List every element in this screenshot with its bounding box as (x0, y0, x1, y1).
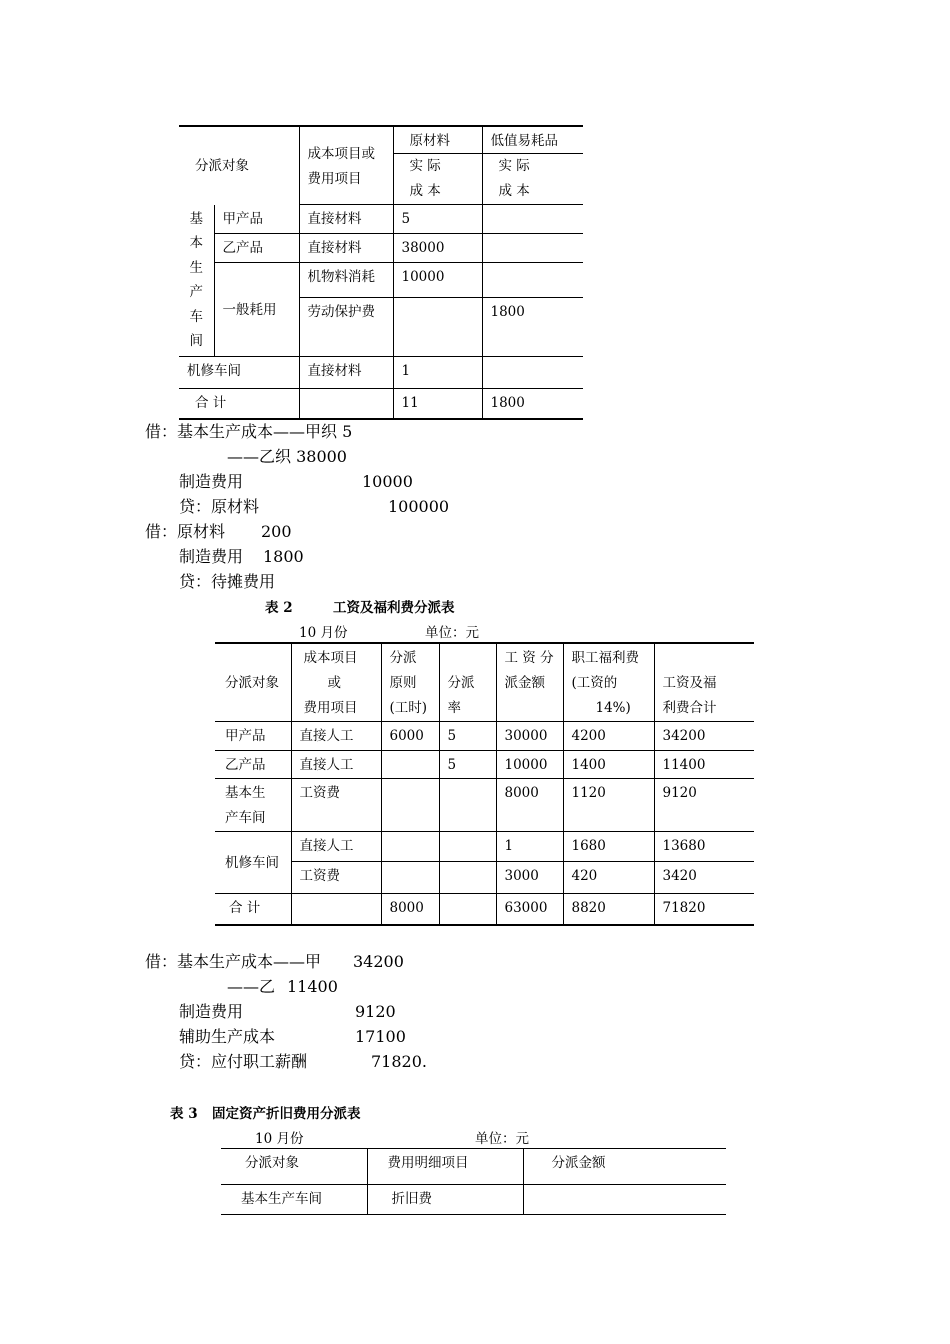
journal-amount: 17100 (355, 1027, 406, 1046)
table3-caption-number: 表 3 (170, 1106, 198, 1122)
t1-row-raw: 11 (393, 388, 482, 419)
t3-row-item: 折旧费 (367, 1185, 523, 1215)
t2-row-total: 34200 (654, 722, 754, 751)
journal-line: 制造费用 (179, 1002, 244, 1021)
t1-row-sub: 甲产品 (214, 205, 299, 234)
t3-row-amount (523, 1185, 726, 1215)
t2-row-rate: 5 (439, 722, 496, 751)
t2-row-total: 9120 (654, 779, 754, 832)
t1-header-item: 成本项目或 费用项目 (299, 126, 393, 205)
t2-row-welfare: 1680 (563, 832, 654, 862)
table2-month: 10 月份 (299, 625, 348, 641)
t2-row-object: 甲产品 (215, 722, 291, 751)
t2-row-welfare: 4200 (563, 722, 654, 751)
material-allocation-table (179, 125, 583, 420)
table2-unit: 单位：元 (425, 625, 479, 641)
t3-header-object: 分派对象 (221, 1149, 367, 1185)
t2-row-rate (439, 832, 496, 862)
journal-amount: 11400 (287, 977, 338, 996)
t2-row-object: 基本生 产车间 (215, 779, 291, 832)
t2-header-total: 工资及福 利费合计 (654, 643, 754, 722)
t1-row-raw (393, 297, 482, 356)
t1-row-raw: 1 (393, 356, 482, 388)
journal-line: 借：基本生产成本——甲织 5 (145, 422, 353, 441)
t2-row-total-label: 合 计 (229, 900, 261, 916)
journal-amount: 9120 (355, 1002, 396, 1021)
journal-line: 制造费用 (179, 472, 244, 491)
t2-row-rate (439, 862, 496, 894)
t2-row-rate (439, 894, 496, 925)
journal-amount: 34200 (353, 952, 404, 971)
t1-row-low (482, 234, 583, 263)
journal-line: 贷：待摊费用 (179, 572, 276, 591)
t2-row-rate (439, 779, 496, 832)
journal-amount: 10000 (362, 472, 413, 491)
t1-row-item (299, 388, 393, 419)
t1-row-total: 合 计 (195, 394, 227, 411)
t1-row-item: 机物料消耗 (299, 263, 393, 298)
journal-amount: 100000 (388, 497, 450, 516)
depreciation-allocation-table (221, 1148, 726, 1215)
t2-header-basis: 分派 原则 (工时) (381, 643, 439, 722)
t2-row-total: 13680 (654, 832, 754, 862)
journal-amount: 1800 (263, 547, 304, 566)
t2-header-welfare: 职工福利费 (工资的 14%) (563, 643, 654, 722)
t2-row-item: 直接人工 (291, 832, 381, 862)
t1-header-raw: 原材料 实 际 成 本 (393, 126, 482, 205)
table3-caption-title: 固定资产折旧费用分派表 (212, 1106, 361, 1122)
t2-row-total: 3420 (654, 862, 754, 894)
journal-line: 贷：原材料 (179, 497, 260, 516)
t1-row-sub: 乙产品 (214, 234, 299, 263)
t2-row-basis: 8000 (381, 894, 439, 925)
t2-row-welfare: 1120 (563, 779, 654, 832)
t1-row-item: 直接材料 (299, 205, 393, 234)
table2-caption-number: 表 2 (265, 600, 293, 616)
t1-row-low (482, 263, 583, 298)
t2-header-object: 分派对象 (215, 643, 291, 722)
t3-header-amount: 分派金额 (523, 1149, 726, 1185)
t2-row-object: 乙产品 (215, 751, 291, 779)
t2-row-item: 工资费 (291, 862, 381, 894)
journal-amount: 71820. (371, 1052, 427, 1071)
t2-row-wage: 10000 (496, 751, 563, 779)
t2-row-basis (381, 779, 439, 832)
journal-line: 制造费用 (179, 547, 244, 566)
t2-row-basis (381, 862, 439, 894)
t1-header-low: 低值易耗品 实 际 成 本 (482, 126, 583, 205)
t1-row-low: 1800 (482, 297, 583, 356)
journal-amount: 200 (261, 522, 292, 541)
journal-line: 贷：应付职工薪酬 (179, 1052, 308, 1071)
t2-row-wage: 63000 (496, 894, 563, 925)
t1-row-low (482, 356, 583, 388)
journal-line: ——乙织 38000 (227, 447, 347, 466)
t2-row-basis: 6000 (381, 722, 439, 751)
t2-row-welfare: 1400 (563, 751, 654, 779)
t1-row-raw: 38000 (393, 234, 482, 263)
t1-row-item: 直接材料 (299, 234, 393, 263)
table2-caption-title: 工资及福利费分派表 (333, 600, 455, 616)
t1-group-workshop: 基 本 生 产 车 间 (179, 205, 214, 357)
journal-line: ——乙 (227, 977, 276, 996)
t3-header-item: 费用明细项目 (367, 1149, 523, 1185)
t2-row-object: 机修车间 (215, 832, 291, 894)
t2-row-rate: 5 (439, 751, 496, 779)
t2-header-wage: 工 资 分 派金额 (496, 643, 563, 722)
t1-row-object: 机修车间 (179, 356, 299, 388)
t1-row-item: 直接材料 (299, 356, 393, 388)
table3-unit: 单位：元 (475, 1131, 529, 1147)
t2-header-item: 成本项目 或 费用项目 (291, 643, 381, 722)
t1-row-low: 1800 (482, 388, 583, 419)
t2-row-item: 工资费 (291, 779, 381, 832)
t2-row-wage: 8000 (496, 779, 563, 832)
t2-row-wage: 3000 (496, 862, 563, 894)
journal-line: 辅助生产成本 (179, 1027, 276, 1046)
t1-row-item: 劳动保护费 (299, 297, 393, 356)
t3-row-object: 基本生产车间 (221, 1185, 367, 1215)
t2-row-basis (381, 751, 439, 779)
t2-row-total: 11400 (654, 751, 754, 779)
wage-allocation-table (215, 642, 754, 926)
t2-row-wage: 30000 (496, 722, 563, 751)
t1-row-raw: 5 (393, 205, 482, 234)
t1-row-low (482, 205, 583, 234)
table3-month: 10 月份 (255, 1131, 304, 1147)
t2-row-item (291, 894, 381, 925)
t2-row-wage: 1 (496, 832, 563, 862)
t2-row-item: 直接人工 (291, 751, 381, 779)
t2-row-item: 直接人工 (291, 722, 381, 751)
t2-header-rate: 分派 率 (439, 643, 496, 722)
t2-row-total: 71820 (654, 894, 754, 925)
t1-row-raw: 10000 (393, 263, 482, 298)
journal-line: 借：原材料 (145, 522, 226, 541)
t2-row-welfare: 8820 (563, 894, 654, 925)
t1-row-sub: 一般耗用 (214, 263, 299, 357)
t1-header-object: 分派对象 (195, 158, 249, 175)
t2-row-welfare: 420 (563, 862, 654, 894)
t2-row-basis (381, 832, 439, 862)
journal-line: 借：基本生产成本——甲 (145, 952, 322, 971)
